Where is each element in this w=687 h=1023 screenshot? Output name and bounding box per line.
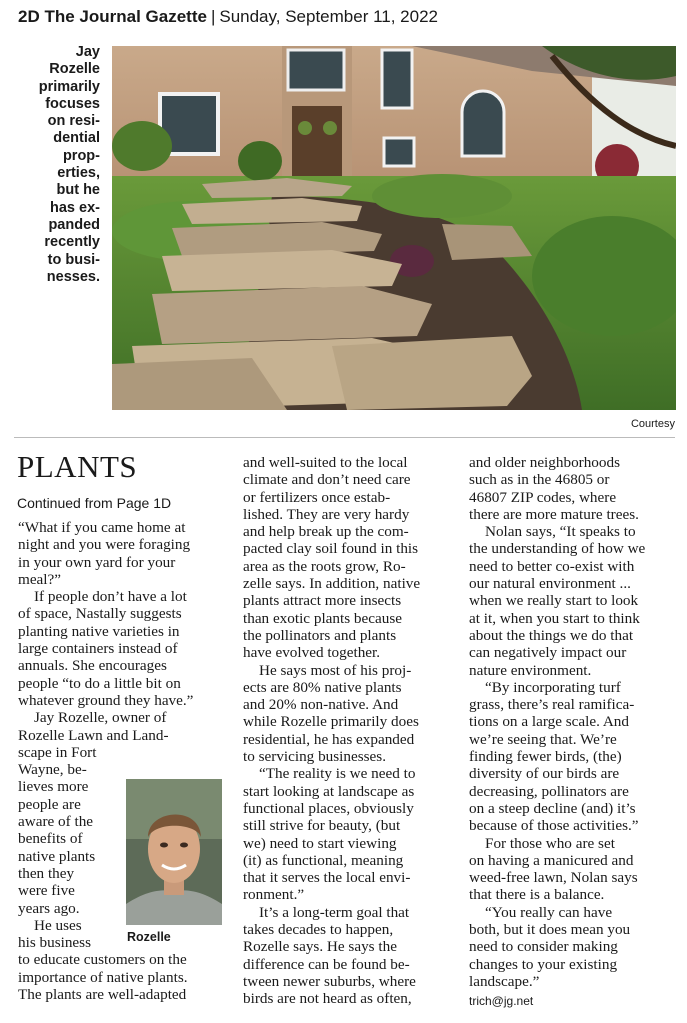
text-line: both, but it does mean you bbox=[469, 921, 631, 939]
text-line: ronment.” bbox=[243, 886, 305, 904]
caption-line: dential bbox=[53, 130, 100, 147]
text-line: plants attract more insects bbox=[243, 592, 402, 610]
article-column-1 bbox=[18, 519, 228, 1003]
caption-line: recently bbox=[44, 234, 100, 251]
text-line: For those who are set bbox=[485, 834, 615, 852]
text-line: people “to do a little bit on bbox=[18, 674, 181, 692]
text-line: “You really can have bbox=[485, 903, 613, 921]
text-line: our natural environment ... bbox=[469, 575, 631, 593]
landscape-photo bbox=[112, 46, 676, 410]
text-line: need to better co-exist with bbox=[469, 557, 635, 575]
text-line: can negatively impact our bbox=[469, 644, 627, 662]
text-line: Wayne, be- bbox=[18, 761, 87, 779]
text-line: to servicing businesses. bbox=[243, 748, 386, 766]
text-line: He says most of his proj- bbox=[259, 661, 412, 679]
text-line: scape in Fort bbox=[18, 743, 97, 761]
text-line: we’re seeing that. We’re bbox=[469, 730, 617, 748]
text-line: annuals. She encourages bbox=[18, 657, 167, 675]
text-line: and older neighborhoods bbox=[469, 454, 620, 471]
text-line: start looking at landscape as bbox=[243, 782, 415, 800]
text-line: tween newer suburbs, where bbox=[243, 972, 416, 990]
text-line: and well-suited to the local bbox=[243, 454, 408, 471]
caption-line: prop- bbox=[62, 147, 100, 164]
text-line: such as in the 46805 or bbox=[469, 471, 610, 489]
text-line: decreasing, pollinators are bbox=[469, 782, 629, 800]
text-line: “By incorporating turf bbox=[485, 678, 621, 696]
text-line: the understanding of how we bbox=[469, 540, 646, 558]
text-line: while Rozelle primarily does bbox=[243, 713, 419, 731]
text-line: climate and don’t need care bbox=[243, 471, 411, 489]
text-line: (it) as functional, meaning bbox=[243, 851, 404, 869]
caption-line: focuses bbox=[45, 95, 100, 112]
text-line: and help break up the com- bbox=[243, 523, 409, 541]
text-line: than exotic plants because bbox=[243, 609, 402, 627]
text-line: “The reality is we need to bbox=[259, 765, 416, 783]
text-line: nature environment. bbox=[469, 661, 592, 679]
text-line: years ago. bbox=[18, 899, 80, 917]
section-divider bbox=[14, 437, 675, 438]
text-line: to educate customers on the bbox=[18, 951, 187, 969]
text-line: Rozelle Lawn and Land- bbox=[18, 726, 169, 744]
text-line: If people don’t have a lot bbox=[34, 588, 187, 606]
headshot-caption: Rozelle bbox=[127, 930, 171, 944]
text-line: benefits of bbox=[18, 830, 83, 848]
text-line: Jay Rozelle, owner of bbox=[34, 709, 167, 727]
caption-line: Rozelle bbox=[49, 61, 100, 78]
caption-line: has ex- bbox=[50, 199, 100, 216]
text-line: diversity of our birds are bbox=[469, 765, 620, 783]
text-line: grass, there’s real ramifica- bbox=[469, 696, 635, 714]
text-line: whatever ground they have.” bbox=[18, 691, 194, 709]
text-line: his business bbox=[18, 934, 91, 952]
text-line: landscape.” bbox=[469, 972, 540, 990]
caption-line: Jay bbox=[75, 44, 100, 60]
text-line: “What if you came home at bbox=[18, 519, 186, 536]
text-line: that there is a balance. bbox=[469, 886, 605, 904]
caption-line: to busi- bbox=[47, 251, 100, 268]
text-line: need to consider making bbox=[469, 938, 618, 956]
text-line: pacted clay soil found in this bbox=[243, 540, 419, 558]
text-line: still strive for beauty, (but bbox=[243, 817, 401, 835]
caption-line: on resi- bbox=[47, 113, 100, 130]
text-line: planting native varieties in bbox=[18, 622, 180, 640]
article-headline: PLANTS bbox=[17, 449, 138, 484]
text-line: finding fewer birds, (the) bbox=[469, 748, 622, 766]
jump-line: Continued from Page 1D bbox=[17, 495, 172, 511]
text-line: about the things we do that bbox=[469, 626, 634, 644]
headshot-photo bbox=[126, 779, 222, 925]
text-line: Nolan says, “It speaks to bbox=[485, 523, 636, 541]
text-line: residential, he has expanded bbox=[243, 730, 415, 748]
text-line: large containers instead of bbox=[18, 640, 178, 658]
text-line: ects are 80% native plants bbox=[243, 678, 402, 696]
text-line: on a steep decline (and) it’s bbox=[469, 799, 636, 817]
text-line: It’s a long-term goal that bbox=[259, 903, 410, 921]
text-line: meal?” bbox=[18, 570, 61, 588]
text-line: there are more mature trees. bbox=[469, 505, 639, 523]
text-line: He uses bbox=[34, 916, 82, 934]
text-line: at it, when you start to think bbox=[469, 609, 640, 627]
photo-credit: Courtesy bbox=[630, 418, 675, 430]
text-line: weed-free lawn, Nolan says bbox=[469, 869, 638, 887]
text-line: takes decades to happen, bbox=[243, 921, 394, 939]
caption-line: but he bbox=[56, 182, 100, 199]
text-line: night and you were foraging bbox=[18, 536, 191, 554]
text-line: native plants bbox=[18, 847, 96, 865]
text-line: The plants are well-adapted bbox=[18, 986, 187, 1004]
caption-line: nesses. bbox=[46, 268, 100, 285]
caption-line: erties, bbox=[57, 165, 100, 182]
text-line: have evolved together. bbox=[243, 644, 381, 662]
text-line: lieves more bbox=[18, 778, 89, 796]
text-line: when we really start to look bbox=[469, 592, 639, 610]
text-line: lished. They are very hardy bbox=[243, 505, 410, 523]
caption-line: primarily bbox=[38, 78, 100, 95]
text-line: area as the roots grow, Ro- bbox=[243, 557, 406, 575]
caption-line: panded bbox=[48, 216, 100, 233]
text-line: Rozelle says. He says the bbox=[243, 938, 397, 956]
page-header bbox=[18, 7, 438, 27]
header-separator: | bbox=[210, 7, 216, 26]
text-line: difference can be found be- bbox=[243, 955, 410, 973]
text-line: birds are not heard as often, bbox=[243, 990, 412, 1008]
photo-caption bbox=[10, 44, 100, 286]
text-line: on having a manicured and bbox=[469, 851, 634, 869]
article-column-2 bbox=[243, 454, 455, 1008]
text-line: aware of the bbox=[18, 813, 94, 831]
text-line: people are bbox=[18, 795, 81, 813]
text-line: because of those activities.” bbox=[469, 817, 639, 835]
text-line: then they bbox=[18, 864, 75, 882]
text-line: in your own yard for your bbox=[18, 553, 176, 571]
text-line: 46807 ZIP codes, where bbox=[469, 488, 617, 506]
text-line: functional places, obviously bbox=[243, 799, 414, 817]
text-line: tions on a large scale. And bbox=[469, 713, 629, 731]
text-line: and 20% non-native. And bbox=[243, 696, 399, 714]
text-line: changes to your existing bbox=[469, 955, 618, 973]
issue-date: Sunday, September 11, 2022 bbox=[219, 7, 438, 26]
text-line: we) need to start viewing bbox=[243, 834, 397, 852]
author-email: trich@jg.net bbox=[469, 994, 534, 1009]
text-line: importance of native plants. bbox=[18, 968, 188, 986]
text-line: zelle says. In addition, native bbox=[243, 575, 421, 593]
text-line: were five bbox=[18, 882, 75, 900]
article-column-3 bbox=[469, 454, 679, 1011]
text-line: or fertilizers once estab- bbox=[243, 488, 391, 506]
text-line: that it serves the local envi- bbox=[243, 869, 411, 887]
text-line: of space, Nastally suggests bbox=[18, 605, 182, 623]
page-folio: 2D The Journal Gazette bbox=[18, 7, 207, 26]
text-line: the pollinators and plants bbox=[243, 626, 397, 644]
